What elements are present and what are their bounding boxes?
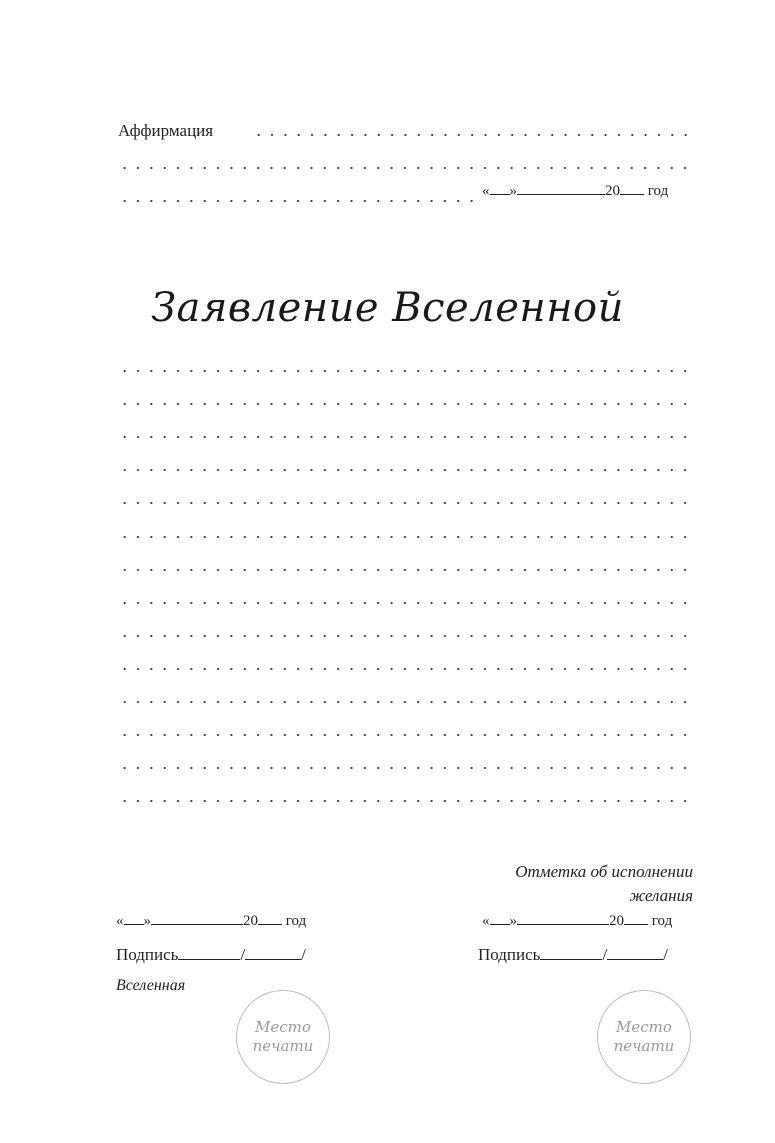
- body-dotted-line[interactable]: [118, 667, 692, 671]
- date-close-quote: »: [143, 913, 151, 929]
- month-blank[interactable]: [151, 923, 243, 925]
- body-dotted-line[interactable]: [118, 634, 692, 638]
- body-dotted-line[interactable]: [118, 568, 692, 572]
- signature-blank[interactable]: [178, 958, 240, 960]
- month-blank[interactable]: [517, 193, 605, 195]
- date-year-word: год: [647, 183, 669, 199]
- date-century: 20: [605, 183, 620, 199]
- affirmation-dotted-line-3[interactable]: [118, 199, 478, 203]
- stamp-placeholder-right: [597, 990, 691, 1084]
- body-dotted-line[interactable]: [118, 799, 692, 803]
- fulfillment-line-2: желания: [629, 886, 693, 905]
- signature-separator: /: [602, 945, 608, 964]
- fulfillment-mark: [515, 860, 693, 908]
- body-dotted-line[interactable]: [118, 435, 692, 439]
- date-close-quote: »: [509, 913, 517, 929]
- affirmation-dotted-line[interactable]: [252, 133, 692, 137]
- day-blank[interactable]: [490, 923, 510, 925]
- date-open-quote: «: [482, 913, 490, 929]
- body-dotted-line[interactable]: [118, 700, 692, 704]
- body-dotted-line[interactable]: [118, 468, 692, 472]
- header-date: [482, 183, 668, 200]
- day-blank[interactable]: [124, 923, 144, 925]
- signature-separator-end: /: [663, 945, 668, 964]
- stamp-line-1: Место: [616, 1018, 672, 1036]
- year-blank[interactable]: [620, 193, 644, 195]
- name-blank[interactable]: [245, 958, 301, 960]
- stamp-placeholder-left: [236, 990, 330, 1084]
- day-blank[interactable]: [490, 193, 510, 195]
- right-signature: [478, 945, 668, 965]
- date-open-quote: «: [116, 913, 124, 929]
- date-close-quote: »: [509, 183, 517, 199]
- date-century: 20: [609, 913, 624, 929]
- signature-label: Подпись: [116, 945, 179, 964]
- year-blank[interactable]: [258, 923, 282, 925]
- right-date: [482, 913, 672, 930]
- date-year-word: год: [651, 913, 673, 929]
- universe-signatory: Вселенная: [116, 977, 186, 994]
- left-signature: [116, 945, 306, 965]
- name-blank[interactable]: [607, 958, 663, 960]
- body-dotted-line[interactable]: [118, 402, 692, 406]
- body-dotted-line[interactable]: [118, 501, 692, 505]
- body-dotted-line[interactable]: [118, 369, 692, 373]
- signature-separator-end: /: [301, 945, 306, 964]
- body-dotted-line[interactable]: [118, 535, 692, 539]
- page-title: Заявление Вселенной: [151, 285, 624, 331]
- stamp-line-2: печати: [252, 1037, 314, 1055]
- body-dotted-line[interactable]: [118, 766, 692, 770]
- year-blank[interactable]: [624, 923, 648, 925]
- date-open-quote: «: [482, 183, 490, 199]
- stamp-line-1: Место: [255, 1018, 311, 1036]
- affirmation-dotted-line-2[interactable]: [118, 166, 692, 170]
- stamp-line-2: печати: [613, 1037, 675, 1055]
- signature-blank[interactable]: [540, 958, 602, 960]
- signature-label: Подпись: [478, 945, 541, 964]
- date-century: 20: [243, 913, 258, 929]
- signature-separator: /: [240, 945, 246, 964]
- affirmation-label: Аффирмация: [118, 121, 214, 140]
- date-year-word: год: [285, 913, 307, 929]
- month-blank[interactable]: [517, 923, 609, 925]
- fulfillment-line-1: Отметка об исполнении: [515, 862, 693, 881]
- body-dotted-line[interactable]: [118, 601, 692, 605]
- body-dotted-line[interactable]: [118, 733, 692, 737]
- left-date: [116, 913, 306, 930]
